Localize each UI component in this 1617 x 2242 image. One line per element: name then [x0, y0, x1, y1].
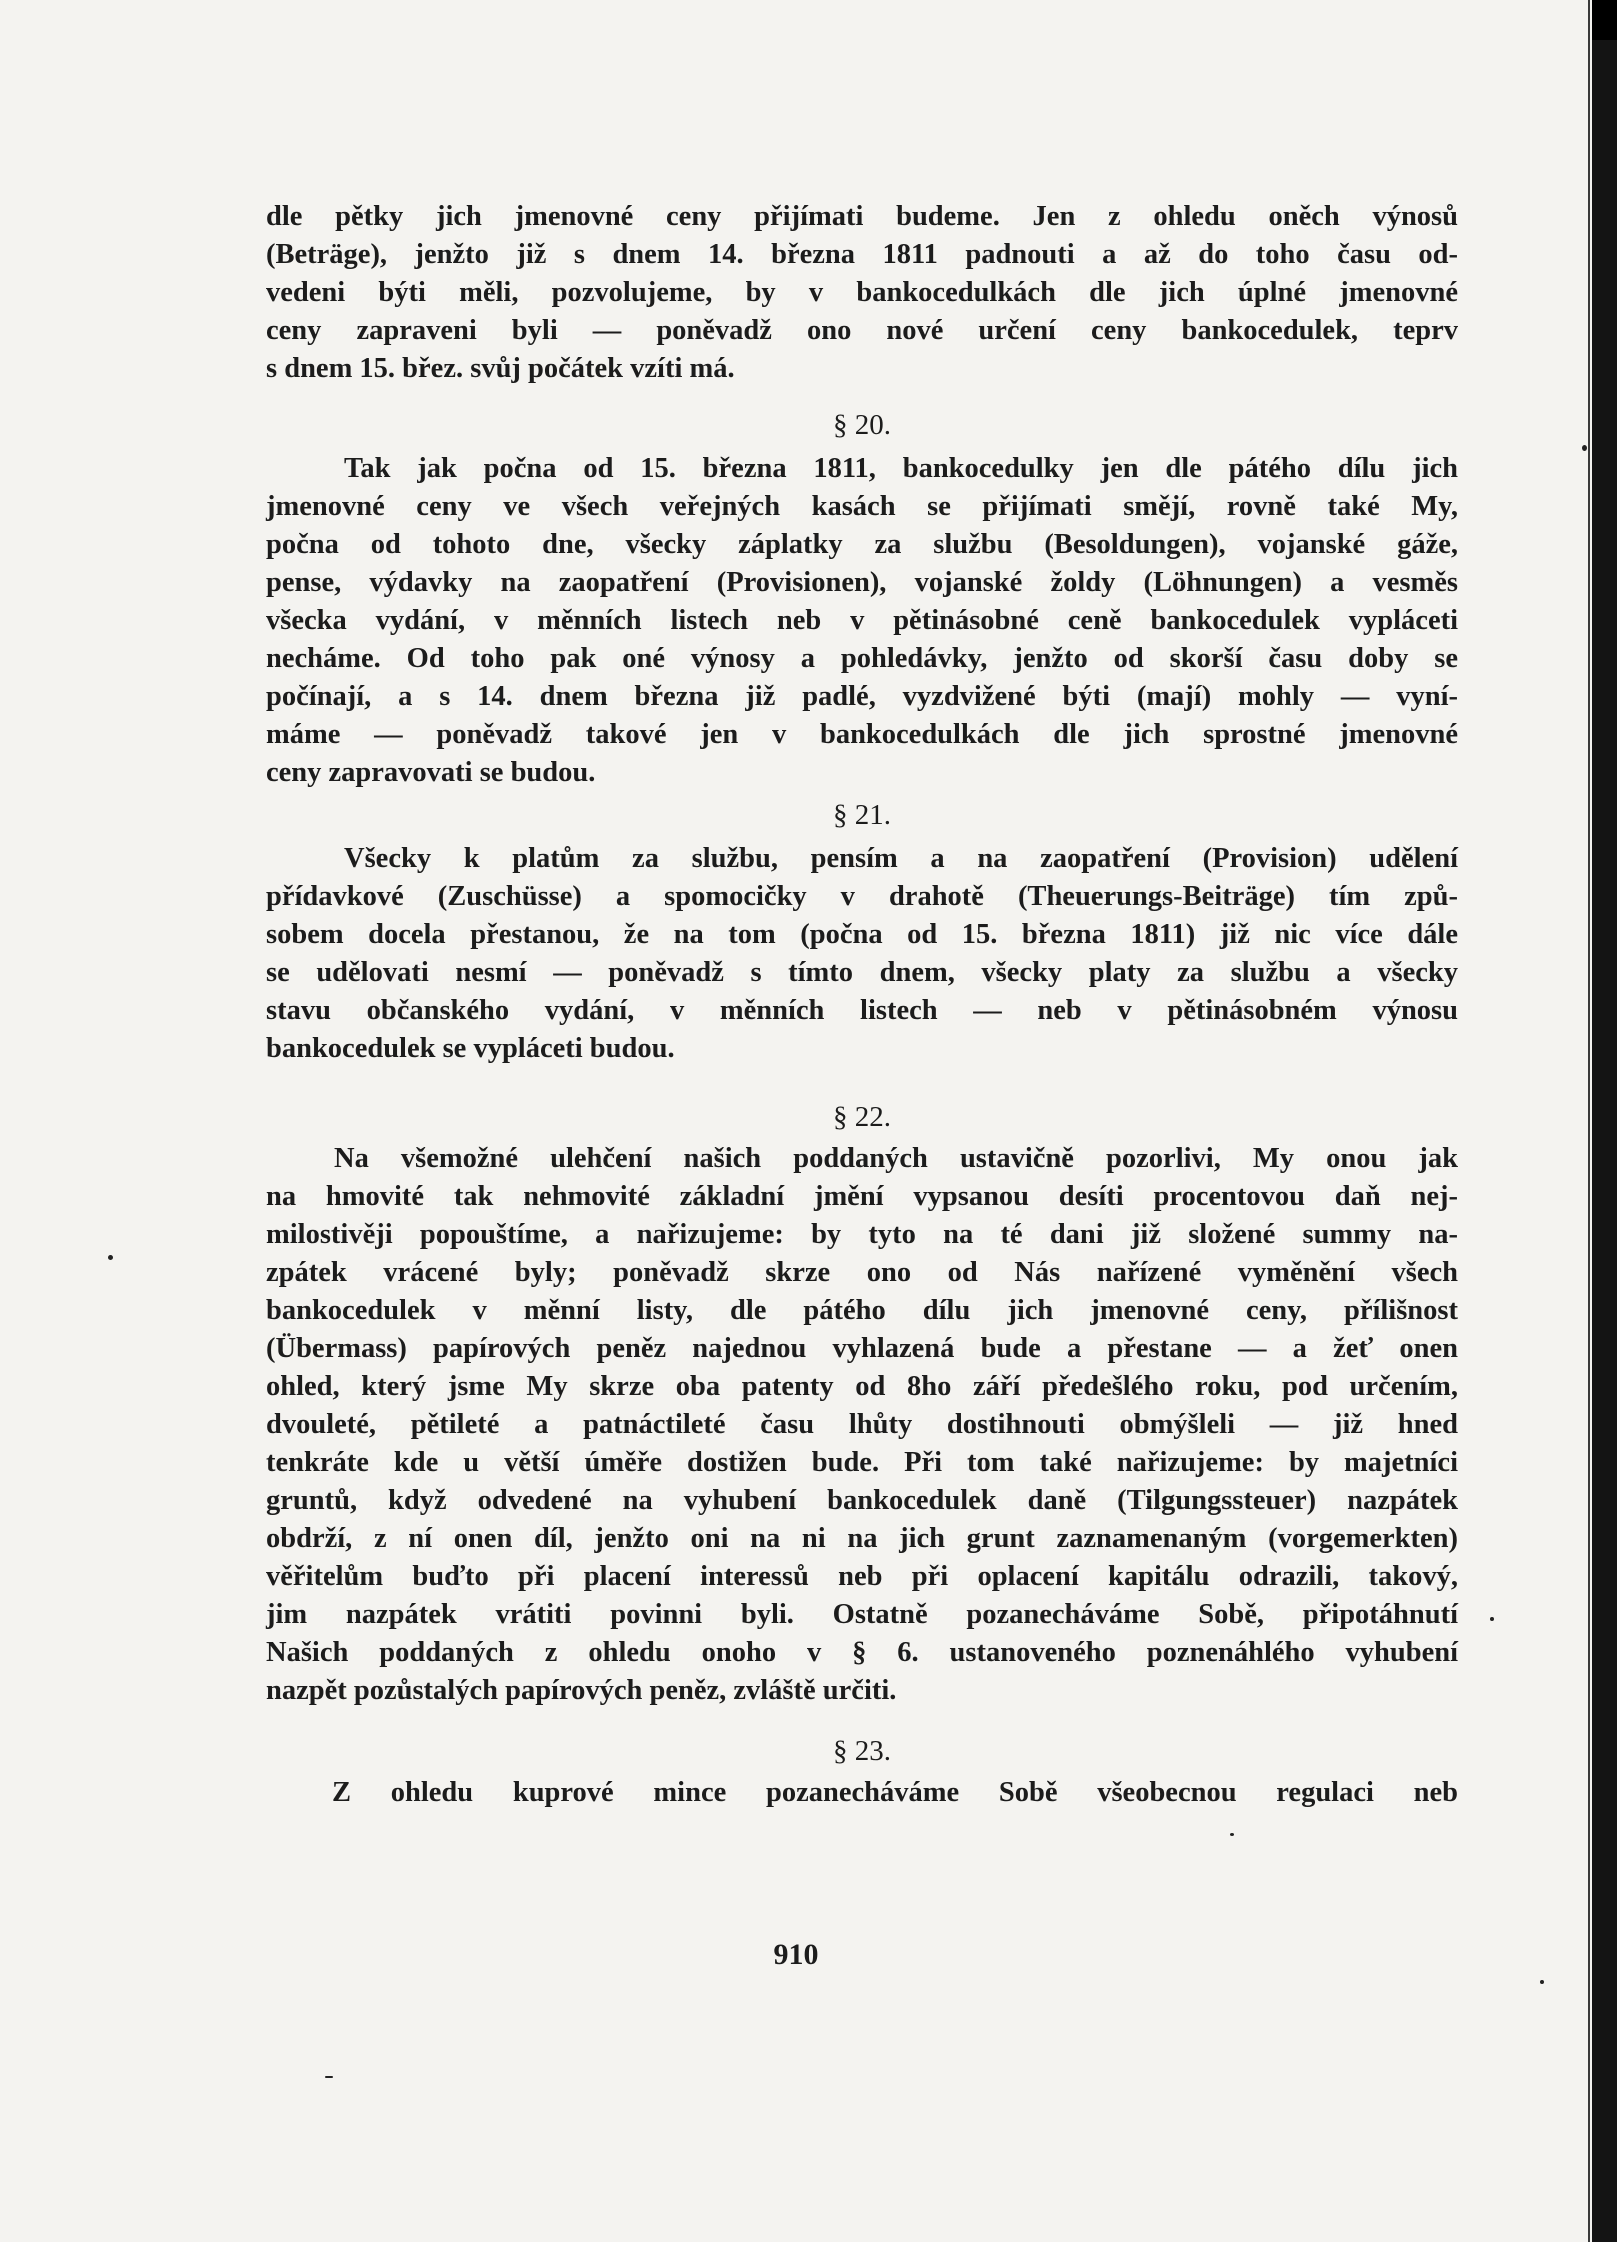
text-line: s dnem 15. břez. svůj počátek vzíti má.: [266, 353, 735, 384]
section-heading-22: § 22.: [833, 1101, 891, 1133]
text-line: na hmovité tak nehmovité základní jmění vypsanou desíti procentovou daň nej-: [266, 1181, 1458, 1212]
paragraph-section-20: [266, 450, 1458, 792]
text-line: ohled, který jsme My skrze oba patenty od 8ho září předešlého roku, pod určením,: [266, 1371, 1458, 1402]
text-line: ceny zapravovati se budou.: [266, 757, 596, 788]
scan-speck: [1490, 1617, 1494, 1621]
text-line: ceny zapraveni byli — poněvadž ono nové určení ceny bankocedulek, teprv: [266, 315, 1458, 346]
text-line: počna od tohoto dne, všecky záplatky za službu (Besoldungen), vojanské gáže,: [266, 529, 1458, 560]
text-line: bankocedulek v měnní listy, dle pátého dílu jich jmenovné ceny, přílišnost: [266, 1295, 1458, 1326]
text-line: nazpět pozůstalých papírových peněz, zvláště určiti.: [266, 1675, 897, 1706]
scan-speck: [1582, 445, 1587, 451]
text-line: dvouleté, pětileté a patnáctileté času lhůty dostihnouti obmýšleli — již hned: [266, 1409, 1458, 1440]
text-line: gruntů, když odvedené na vyhubení bankocedulek daně (Tilgungssteuer) nazpátek: [266, 1485, 1458, 1516]
section-heading-23: § 23.: [833, 1735, 891, 1767]
text-line: se udělovati nesmí — poněvadž s tímto dnem, všecky platy za službu a všecky: [266, 957, 1458, 988]
section-heading-21: § 21.: [833, 799, 891, 831]
text-line: (Beträge), jenžto již s dnem 14. března 1811 padnouti a až do toho času od-: [266, 239, 1458, 270]
page-number: 910: [773, 1938, 819, 1971]
text-line: počínají, a s 14. dnem března již padlé, vyzdvižené býti (mají) mohly — vyní-: [266, 681, 1458, 712]
text-line: věřitelům buďto při placení interessů neb při oplacení kapitálu odrazili, takový,: [266, 1561, 1458, 1592]
scan-border: [1592, 40, 1617, 2242]
paragraph-section-23: [266, 1774, 1458, 1812]
document-body: [266, 198, 1458, 1812]
text-line: Tak jak počna od 15. března 1811, bankocedulky jen dle pátého dílu jich: [344, 453, 1458, 484]
text-line: máme — poněvadž takové jen v bankocedulkách dle jich sprostné jmenovné: [266, 719, 1458, 750]
scan-speck: [325, 2076, 333, 2078]
text-line: (Übermass) papírových peněz najednou vyhlazená bude a přestane — a žeť onen: [266, 1333, 1458, 1364]
section-heading-20: § 20.: [833, 409, 891, 441]
text-line: všecka vydání, v měnních listech neb v pětinásobné ceně bankocedulek vypláceti: [266, 605, 1458, 636]
text-line: sobem docela přestanou, že na tom (počna od 15. března 1811) již nic více dále: [266, 919, 1458, 950]
text-line: přídavkové (Zuschüsse) a spomocičky v drahotě (Theuerungs-Beiträge) tím způ-: [266, 881, 1458, 912]
text-line: zpátek vrácené byly; poněvadž skrze ono od Nás nařízené vyměnění všech: [266, 1257, 1458, 1288]
text-line: bankocedulek se vypláceti budou.: [266, 1033, 675, 1064]
text-line: obdrží, z ní onen díl, jenžto oni na ni na jich grunt zaznamenaným (vorgemerkten): [266, 1523, 1458, 1554]
scan-speck: [1230, 1833, 1234, 1836]
page-edge-shadow: [1588, 0, 1590, 2242]
scan-speck: [1540, 1980, 1544, 1984]
text-line: Z ohledu kuprové mince pozanecháváme Sobě všeobecnou regulaci neb: [332, 1777, 1458, 1808]
text-line: stavu občanského vydání, v měnních listech — neb v pětinásobném výnosu: [266, 995, 1458, 1026]
paragraph-intro: [266, 198, 1458, 388]
text-line: jim nazpátek vrátiti povinni byli. Ostatně pozanecháváme Sobě, připotáhnutí: [266, 1599, 1458, 1630]
paragraph-section-22: [266, 1140, 1458, 1710]
text-line: tenkráte kde u větší úměře dostižen bude. Při tom také nařizujeme: by majetníci: [266, 1447, 1458, 1478]
text-line: dle pětky jich jmenovné ceny přijímati budeme. Jen z ohledu oněch výnosů: [266, 201, 1458, 232]
text-line: vedeni býti měli, pozvolujeme, by v bankocedulkách dle jich úplné jmenovné: [266, 277, 1458, 308]
text-line: pense, výdavky na zaopatření (Provisionen), vojanské žoldy (Löhnungen) a vesměs: [266, 567, 1458, 598]
scan-speck: [108, 1255, 113, 1260]
text-line: Všecky k platům za službu, pensím a na zaopatření (Provision) udělení: [344, 843, 1458, 874]
text-line: Na všemožné ulehčení našich poddaných ustavičně pozorlivi, My onou jak: [334, 1143, 1458, 1174]
text-line: jmenovné ceny ve všech veřejných kasách se přijímati smějí, rovně také My,: [266, 491, 1458, 522]
text-line: necháme. Od toho pak oné výnosy a pohledávky, jenžto od skorší času doby se: [266, 643, 1458, 674]
paragraph-section-21: [266, 840, 1458, 1068]
text-line: milostivěji popouštíme, a nařizujeme: by tyto na té dani již složené summy na-: [266, 1219, 1458, 1250]
text-line: Našich poddaných z ohledu onoho v § 6. ustanoveného poznenáhlého vyhubení: [266, 1637, 1458, 1668]
